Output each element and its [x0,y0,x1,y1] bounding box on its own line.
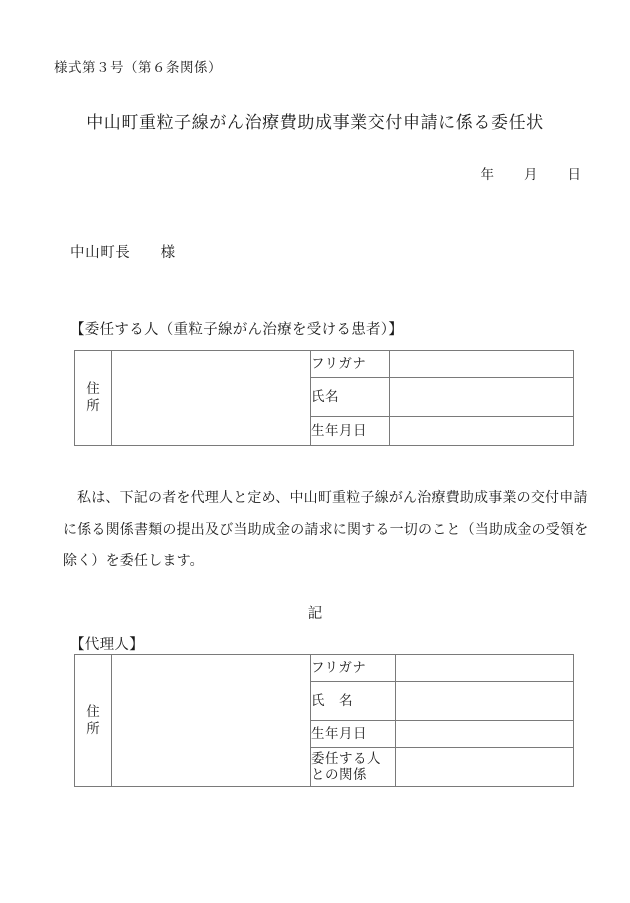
agent-relationship-label-line-1: 委任する人 [311,750,381,766]
agent-address-input[interactable] [112,655,311,787]
date-line: 年 月 日 [480,167,582,182]
agent-dob-label: 生年月日 [311,721,396,748]
body-line-1: 私は、下記の者を代理人と定め、中山町重粒子線がん治療費助成事業の交付申請 [77,491,588,506]
assignor-address-label-char-1: 住 [86,381,100,397]
agent-table [74,654,574,787]
body-paragraph [63,483,589,578]
addressee-line: 中山町長 様 [70,245,176,261]
assignor-name-label: 氏名 [311,378,390,417]
assignor-furigana-label: フリガナ [311,351,390,378]
agent-furigana-input[interactable] [396,655,574,682]
assignor-table [74,350,574,446]
agent-address-label-char-1: 住 [86,703,100,719]
agent-relationship-input[interactable] [396,748,574,787]
table-row [75,351,574,378]
agent-relationship-label-line-2: との関係 [311,767,367,782]
assignor-dob-label: 生年月日 [311,417,390,446]
agent-address-label [75,655,112,787]
agent-name-label: 氏 名 [311,682,396,721]
agent-furigana-label: フリガナ [311,655,396,682]
assignor-furigana-input[interactable] [390,351,574,378]
table-row [75,655,574,682]
page-title: 中山町重粒子線がん治療費助成事業交付申請に係る委任状 [86,113,544,132]
agent-relationship-label [311,748,396,787]
ki-mark: 記 [307,606,323,622]
body-line-3: 除く）を委任します。 [63,554,204,569]
assignor-address-label-char-2: 所 [86,398,100,413]
form-number: 様式第３号（第６条関係） [54,60,222,75]
agent-dob-input[interactable] [396,721,574,748]
body-line-2: に係る関係書類の提出及び当助成金の請求に関する一切のこと（当助成金の受領を [63,522,589,538]
agent-address-label-char-2: 所 [86,720,100,736]
assignor-address-label [75,351,112,446]
assignor-section-heading: 【委任する人（重粒子線がん治療を受ける患者）】 [70,322,404,338]
assignor-address-input[interactable] [112,351,311,446]
agent-section-heading: 【代理人】 [70,637,144,653]
assignor-name-input[interactable] [390,378,574,417]
assignor-dob-input[interactable] [390,417,574,446]
agent-name-input[interactable] [396,682,574,721]
